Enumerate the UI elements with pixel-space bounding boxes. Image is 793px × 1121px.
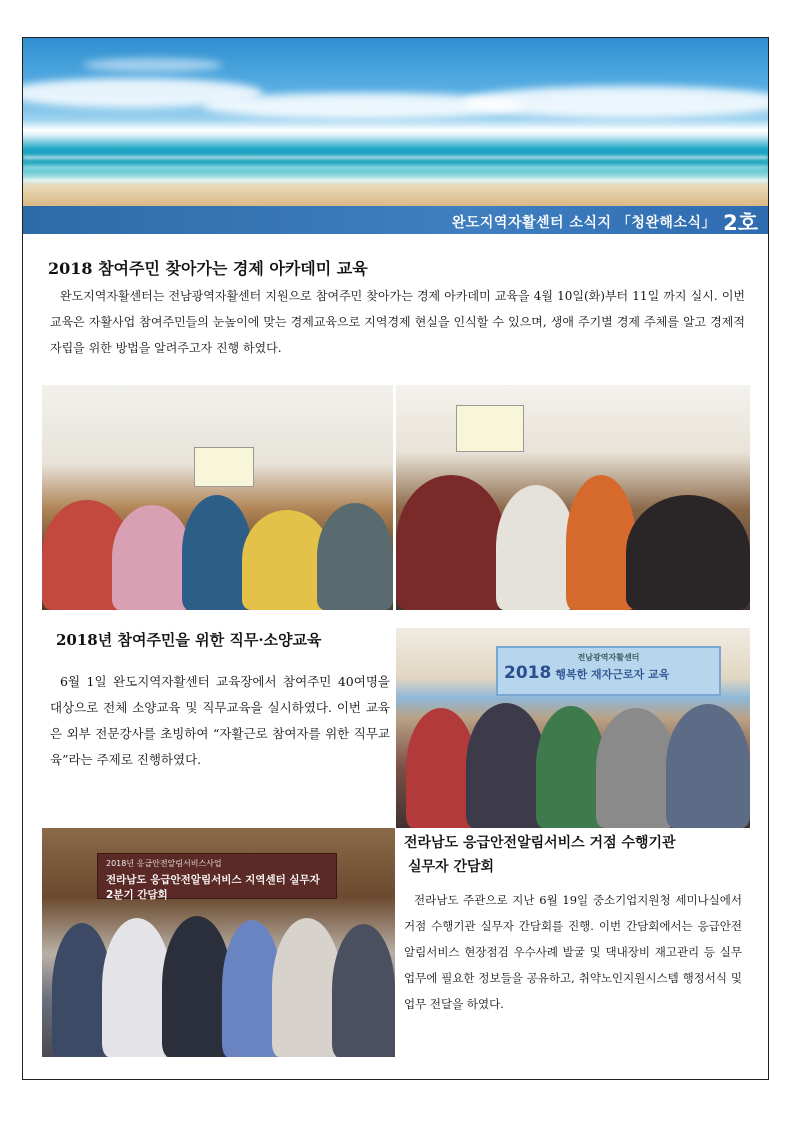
article2-title: 2018년 참여주민을 위한 직무·소양교육 <box>56 631 322 649</box>
training-banner: 전남광역자활센터 2018 행복한 재자근로자 교육 <box>496 646 721 696</box>
photo-job-training-group <box>396 628 750 828</box>
photo-economy-class-2 <box>396 385 750 610</box>
article3-title-line2: 실무자 간담회 <box>408 859 495 875</box>
article3-body: 전라남도 주관으로 지난 6월 19일 중소기업지원청 세미나실에서 거점 수행기관 실무자 간담회를 진행. 이번 간담회에서는 응급안전알림서비스 현장점검 우수사례 발굴 및 댁내장비 재고관리 등 실무업무에 필요한 정보들을 공유하고, 취약노인지원시스템 행정서식 및 업무 전달을 하였다. <box>404 893 742 1011</box>
newsletter-title-bar <box>23 206 768 234</box>
photo-economy-class-1 <box>42 385 393 610</box>
article1-title: 2018 참여주민 찾아가는 경제 아카데미 교육 <box>48 259 368 278</box>
article2-body: 6월 1일 완도지역자활센터 교육장에서 참여주민 40여명을 대상으로 전체 소양교육 및 직무교육을 실시하였다. 이번 교육은 외부 전문강사를 초빙하여 “자활근로 참여자를 위한 직무교육”라는 주제로 진행하였다. <box>50 674 390 767</box>
meeting-banner: 2018년 응급안전알림서비스사업 전라남도 응급안전알림서비스 지역센터 실무자 2분기 간담회 <box>97 853 337 899</box>
beach-banner-image <box>23 38 768 206</box>
article1-body: 완도지역자활센터는 전남광역자활센터 지원으로 참여주민 찾아가는 경제 아카데미 교육을 4월 10일(화)부터 11일 까지 실시. 이번 교육은 자활사업 참여주민들의 눈높이에 맞는 경제교육으로 지역경제 현실을 인식할 수 있으며, 생애 주기별 경제 주체를 알고 경제적 자립을 위한 방법을 알려주고자 진행 하였다. <box>50 289 745 355</box>
article3-title-line1: 전라남도 응급안전알림서비스 거점 수행기관 <box>404 835 676 851</box>
photo-emergency-service-meeting <box>42 828 395 1057</box>
issue-number: 2호 <box>723 211 758 235</box>
newsletter-title: 완도지역자활센터 소식지 「청완해소식」 <box>451 215 716 231</box>
